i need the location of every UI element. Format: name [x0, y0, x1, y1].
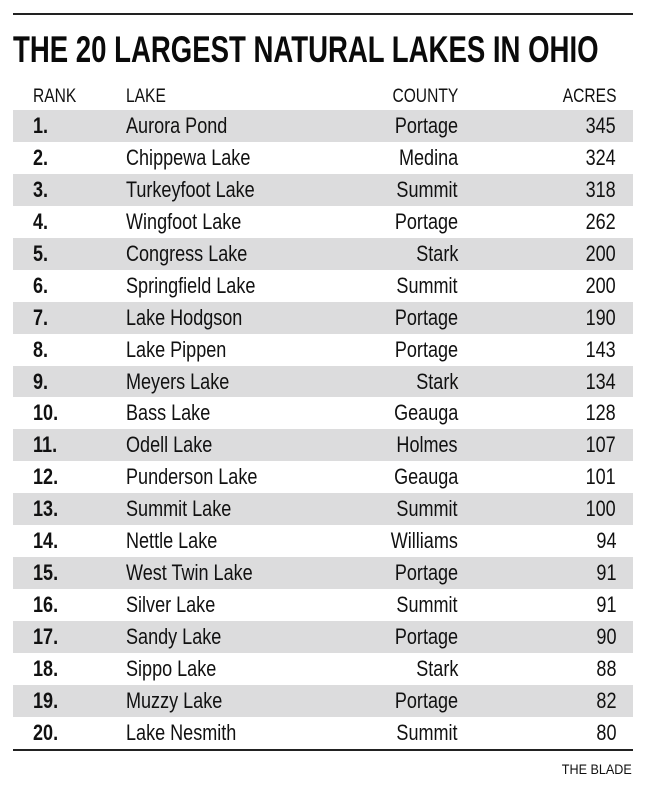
county-cell-text: Summit [396, 496, 458, 522]
lake-name-cell-text: Lake Pippen [126, 336, 227, 362]
lake-name-cell-text: Muzzy Lake [126, 687, 223, 713]
acres-cell-text: 134 [585, 368, 616, 394]
rank-cell [33, 433, 62, 457]
lake-name-cell [126, 529, 237, 553]
lake-name-cell [126, 433, 231, 457]
table-row [13, 110, 633, 142]
acres-cell [579, 433, 616, 457]
county-cell [386, 146, 458, 170]
county-cell-text: Portage [394, 113, 458, 138]
rank-cell-text: 17. [33, 624, 59, 649]
rank-cell-text: 16. [33, 592, 59, 618]
column-header-lake-label: LAKE [126, 86, 166, 107]
acres-cell [579, 210, 616, 234]
acres-cell-text: 143 [585, 336, 616, 362]
acres-cell [579, 497, 616, 521]
county-cell-text: Geauga [393, 400, 458, 426]
acres-cell [579, 114, 616, 138]
lake-name-cell-text: Aurora Pond [126, 113, 228, 138]
table-row [13, 174, 633, 206]
county-cell [381, 306, 458, 330]
lake-name-cell [126, 242, 274, 266]
rank-cell-text: 9. [33, 368, 49, 394]
table-row [13, 653, 633, 685]
county-cell-text: Williams [390, 528, 458, 554]
rank-cell-text: 2. [33, 144, 49, 170]
lake-name-cell [126, 146, 278, 170]
lake-name-cell-text: Odell Lake [126, 432, 213, 458]
rank-cell [33, 114, 51, 138]
table-row [13, 525, 633, 557]
rank-cell-text: 18. [33, 655, 59, 681]
acres-cell-text: 88 [595, 655, 616, 681]
rank-cell-text: 5. [33, 240, 49, 266]
table-row [13, 493, 633, 525]
county-cell [383, 593, 458, 617]
acres-cell [592, 625, 616, 649]
table-row [13, 142, 633, 174]
county-cell-text: Stark [415, 655, 458, 681]
county-cell-text: Summit [396, 176, 458, 202]
column-header-rank [33, 86, 86, 108]
table-row [13, 685, 633, 717]
lake-name-cell [126, 370, 252, 394]
lake-name-cell [126, 338, 248, 362]
rank-cell [33, 689, 64, 713]
county-cell [381, 625, 458, 649]
county-cell [381, 114, 458, 138]
county-cell [407, 370, 458, 394]
acres-cell [579, 178, 616, 202]
county-cell [383, 433, 458, 457]
table-row [13, 557, 633, 589]
column-header-acres [551, 86, 616, 108]
acres-cell [592, 721, 616, 745]
rank-cell [33, 721, 64, 745]
acres-cell-text: 80 [595, 719, 616, 745]
acres-cell [579, 465, 616, 489]
acres-cell [579, 306, 616, 330]
acres-cell-text: 200 [585, 240, 616, 266]
county-cell-text: Portage [394, 336, 458, 362]
lake-name-cell-text: Springfield Lake [126, 272, 256, 298]
lake-name-cell [126, 114, 250, 138]
lake-name-cell [126, 465, 286, 489]
rank-cell [33, 529, 64, 553]
county-cell [407, 242, 458, 266]
lake-name-cell-text: Sandy Lake [126, 624, 222, 649]
lake-name-cell-text: Chippewa Lake [126, 144, 251, 170]
acres-cell-text: 94 [595, 528, 616, 554]
county-cell-text: Medina [398, 144, 458, 170]
lake-name-cell [126, 657, 236, 681]
lake-name-cell-text: Lake Nesmith [126, 719, 237, 745]
column-header-county-label: COUNTY [392, 86, 458, 107]
table-row [13, 334, 633, 366]
lake-name-cell-text: Silver Lake [126, 592, 216, 618]
lakes-table [13, 110, 633, 749]
rank-cell-text: 4. [33, 208, 49, 234]
county-cell [381, 561, 458, 585]
acres-cell-text: 82 [595, 687, 616, 713]
rank-cell-text: 14. [33, 528, 59, 554]
acres-cell-text: 91 [595, 560, 616, 586]
lake-name-cell-text: Turkeyfoot Lake [126, 176, 255, 202]
lake-name-cell [126, 178, 283, 202]
table-row [13, 429, 633, 461]
acres-cell-text: 101 [585, 464, 616, 490]
source-credit [554, 761, 632, 777]
table-row [13, 621, 633, 653]
rank-cell [33, 210, 51, 234]
lake-name-cell-text: Congress Lake [126, 240, 248, 266]
lake-name-cell-text: West Twin Lake [126, 560, 253, 586]
rank-cell-text: 20. [33, 719, 59, 745]
rank-cell [33, 657, 64, 681]
county-cell-text: Geauga [393, 464, 458, 490]
rank-cell [33, 146, 51, 170]
table-row [13, 238, 633, 270]
acres-cell-text: 107 [585, 432, 616, 458]
county-cell [381, 210, 458, 234]
county-cell-text: Portage [394, 208, 458, 234]
rank-cell-text: 19. [33, 687, 59, 713]
rank-cell-text: 12. [33, 464, 59, 490]
lake-name-cell-text: Sippo Lake [126, 655, 217, 681]
acres-cell-text: 90 [595, 624, 616, 649]
acres-cell-text: 262 [585, 208, 616, 234]
lake-name-cell [126, 561, 280, 585]
rank-cell [33, 370, 51, 394]
county-cell [376, 529, 458, 553]
lake-name-cell-text: Punderson Lake [126, 464, 258, 490]
acres-cell [579, 146, 616, 170]
rank-cell-text: 6. [33, 272, 49, 298]
rank-cell [33, 178, 51, 202]
county-cell [381, 338, 458, 362]
table-row [13, 589, 633, 621]
table-row [13, 302, 633, 334]
table-row [13, 366, 633, 398]
acres-cell-text: 91 [595, 592, 616, 618]
acres-cell [579, 401, 616, 425]
acres-cell-text: 190 [585, 304, 616, 330]
county-cell-text: Stark [415, 368, 458, 394]
table-row [13, 206, 633, 238]
county-cell [383, 721, 458, 745]
lake-name-cell [126, 689, 243, 713]
acres-cell [579, 338, 616, 362]
county-cell [381, 689, 458, 713]
acres-cell-text: 345 [585, 113, 616, 138]
rank-cell [33, 625, 64, 649]
acres-cell-text: 200 [585, 272, 616, 298]
column-header-acres-label: ACRES [562, 86, 616, 107]
rank-cell [33, 306, 51, 330]
table-row [13, 397, 633, 429]
table-row [13, 461, 633, 493]
rank-cell [33, 242, 51, 266]
lake-name-cell [126, 306, 268, 330]
county-cell [383, 178, 458, 202]
county-cell [380, 465, 458, 489]
top-rule [13, 13, 633, 15]
lake-name-cell [126, 210, 267, 234]
county-cell-text: Portage [394, 560, 458, 586]
rank-cell-text: 3. [33, 176, 49, 202]
lake-name-cell [126, 401, 229, 425]
source-credit-label: THE BLADE [561, 761, 632, 777]
county-cell [407, 657, 458, 681]
acres-cell-text: 318 [585, 176, 616, 202]
county-cell-text: Portage [394, 687, 458, 713]
rank-cell-text: 1. [33, 113, 49, 138]
county-cell-text: Summit [396, 719, 458, 745]
lake-name-cell-text: Wingfoot Lake [126, 208, 242, 234]
acres-cell-text: 324 [585, 144, 616, 170]
rank-cell-text: 11. [33, 432, 58, 458]
acres-cell [579, 274, 616, 298]
acres-cell-text: 100 [585, 496, 616, 522]
county-cell-text: Summit [396, 592, 458, 618]
acres-cell [592, 657, 616, 681]
acres-cell-text: 128 [585, 400, 616, 426]
acres-cell [579, 242, 616, 266]
rank-cell-text: 15. [33, 560, 59, 586]
rank-cell [33, 338, 51, 362]
rank-cell [33, 274, 51, 298]
bottom-rule [13, 749, 633, 751]
lake-name-cell [126, 274, 284, 298]
county-cell [383, 497, 458, 521]
lake-name-cell [126, 497, 254, 521]
rank-cell [33, 561, 64, 585]
lake-name-cell-text: Meyers Lake [126, 368, 230, 394]
lake-name-cell [126, 721, 261, 745]
column-header-rank-label: RANK [33, 86, 77, 107]
lake-name-cell-text: Summit Lake [126, 496, 232, 522]
county-cell-text: Portage [394, 304, 458, 330]
acres-cell [592, 689, 616, 713]
county-cell-text: Portage [394, 624, 458, 649]
lake-name-cell-text: Nettle Lake [126, 528, 218, 554]
county-cell-text: Holmes [396, 432, 458, 458]
table-row [13, 270, 633, 302]
county-cell-text: Stark [415, 240, 458, 266]
rank-cell [33, 401, 64, 425]
lake-name-cell [126, 593, 235, 617]
table-row [13, 717, 633, 749]
acres-cell [579, 370, 616, 394]
county-cell-text: Summit [396, 272, 458, 298]
county-cell [380, 401, 458, 425]
column-header-lake [126, 86, 175, 108]
county-cell [383, 274, 458, 298]
column-header-county [378, 86, 458, 108]
rank-cell-text: 7. [33, 304, 49, 330]
rank-cell [33, 465, 64, 489]
lake-name-cell [126, 625, 242, 649]
rank-cell-text: 13. [33, 496, 59, 522]
rank-cell [33, 593, 64, 617]
acres-cell [592, 593, 616, 617]
rank-cell-text: 10. [33, 400, 59, 426]
rank-cell-text: 8. [33, 336, 49, 362]
acres-cell [592, 561, 616, 585]
rank-cell [33, 497, 64, 521]
page-title: THE 20 LARGEST NATURAL LAKES IN OHIO [13, 29, 599, 70]
acres-cell [592, 529, 616, 553]
lake-name-cell-text: Bass Lake [126, 400, 211, 426]
lake-name-cell-text: Lake Hodgson [126, 304, 243, 330]
